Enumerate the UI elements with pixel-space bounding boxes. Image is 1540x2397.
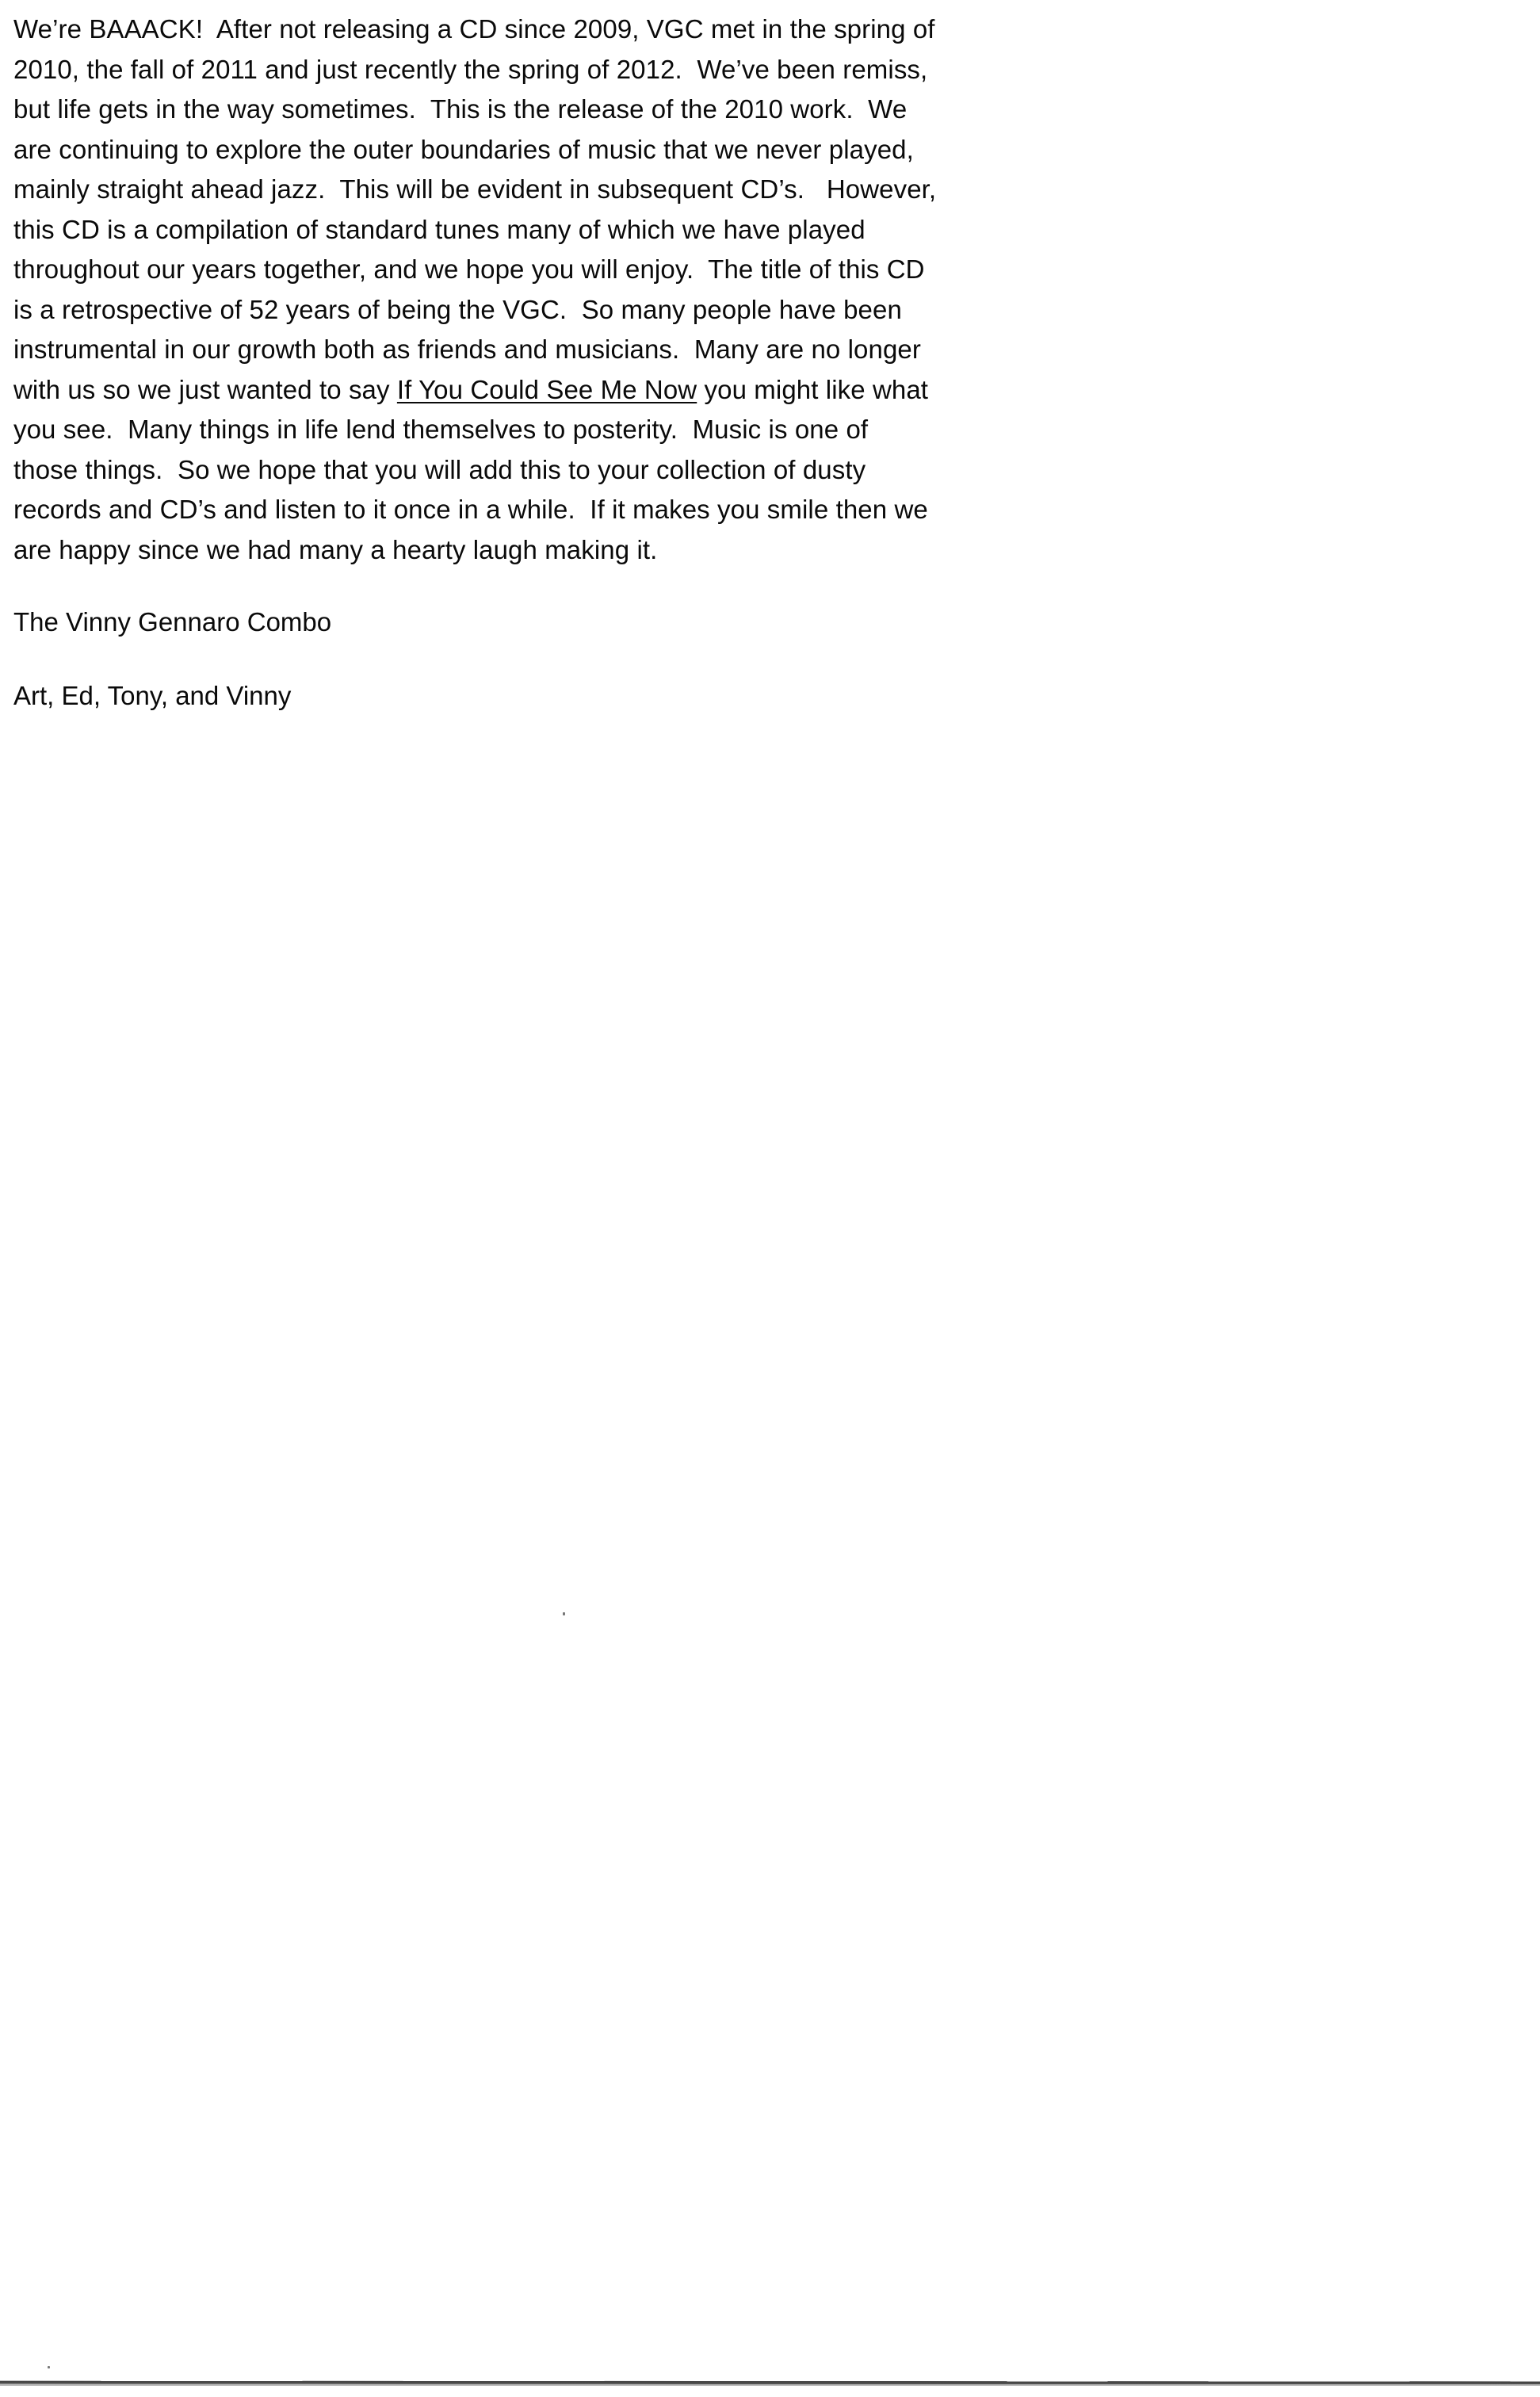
song-title: If You Could See Me Now	[396, 374, 697, 404]
line-text-before-title: with us so we just wanted to say	[13, 374, 397, 404]
letter-line: throughout our years together, and we hope you will enjoy. The title of this CD	[13, 254, 925, 284]
letter-line: 2010, the fall of 2011 and just recently the spring of 2012. We’ve been remiss,	[13, 54, 928, 84]
letter-line-with-title	[13, 370, 1107, 411]
scan-bottom-edge-shadow	[0, 2384, 1540, 2386]
letter-line: records and CD’s and listen to it once in a while. If it makes you smile then we	[13, 495, 928, 524]
scan-speck	[563, 1612, 565, 1615]
band-name: The Vinny Gennaro Combo	[13, 607, 332, 637]
letter-line: you see. Many things in life lend themselves to posterity. Music is one of	[13, 415, 869, 444]
letter-line: are continuing to explore the outer boundaries of music that we never played,	[13, 134, 914, 164]
letter-line: instrumental in our growth both as friends and musicians. Many are no longer	[13, 335, 921, 364]
line-text-after-title: you might like what	[697, 374, 929, 404]
scan-speck	[48, 2366, 50, 2368]
letter-line: mainly straight ahead jazz. This will be evident in subsequent CD’s. However,	[13, 174, 937, 204]
letter-line: is a retrospective of 52 years of being the VGC. So many people have been	[13, 294, 902, 324]
letter-line: are happy since we had many a hearty laugh making it.	[13, 534, 658, 564]
letter-line: but life gets in the way sometimes. This is the release of the 2010 work. We	[13, 94, 908, 124]
band-members: Art, Ed, Tony, and Vinny	[13, 681, 292, 710]
letter-line: We’re BAAACK! After not releasing a CD since 2009, VGC met in the spring of	[13, 14, 935, 44]
letter-line: those things. So we hope that you will add this to your collection of dusty	[13, 454, 866, 484]
letter-line: this CD is a compilation of standard tunes many of which we have played	[13, 214, 866, 244]
letter-body	[13, 10, 1107, 570]
